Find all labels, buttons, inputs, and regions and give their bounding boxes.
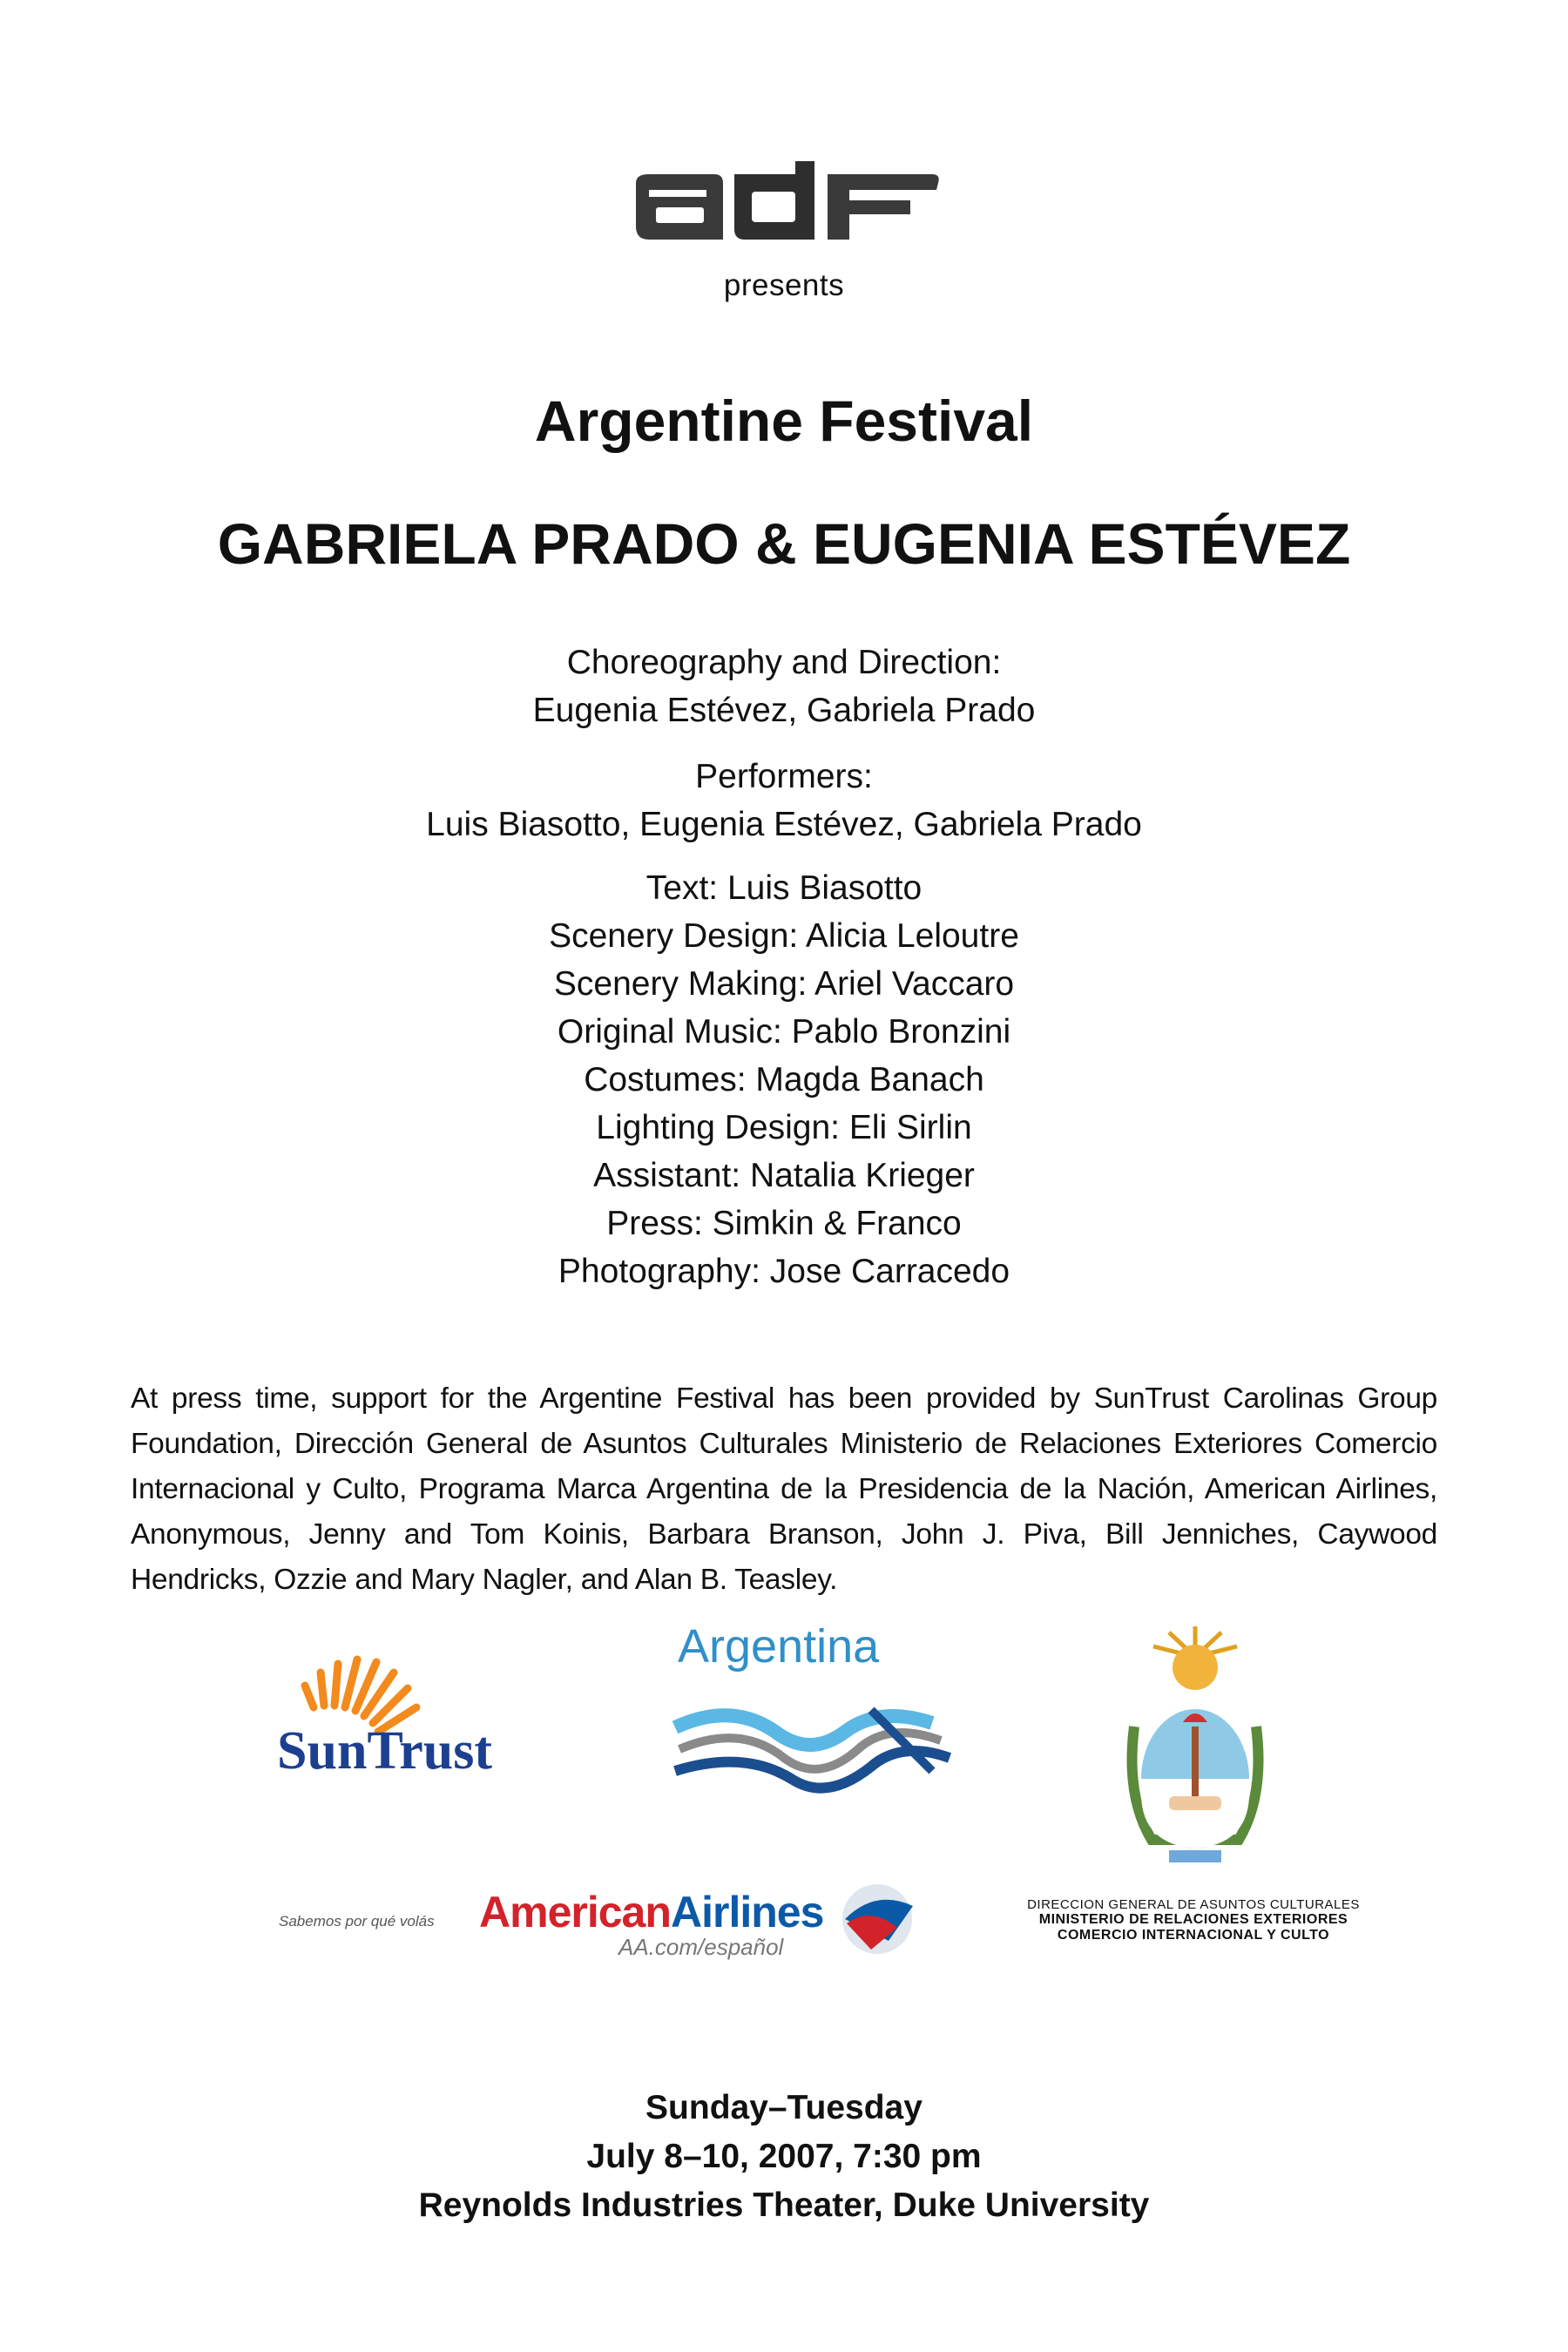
support-paragraph: At press time, support for the Argentine Festival has been provided by SunTrust Carolinas Group Foundation, Dirección General de Asuntos Culturales Ministerio de Relaciones Exteriores Comercio Internacional y Culto, Programa Marca Argentina de la Presidencia de la Nación, American Airlines, Anonymous, Jenny and Tom Koinis, Barbara Branson, John J. Piva, Bill Jenniches, Caywood Hendricks, Ozzie and Mary Nagler, and Alan B. Teasley. (131, 1382, 1437, 1596)
credit-role: Lighting Design: Eli Sirlin (596, 1109, 972, 1146)
credit-role: Scenery Making: Ariel Vaccaro (553, 965, 1015, 1003)
argentina-wordmark: Argentina (678, 1620, 880, 1673)
choreography-label: Choreography and Direction: (566, 644, 1002, 681)
credit-role: Scenery Design: Alicia Leloutre (549, 917, 1019, 955)
suntrust-logo (270, 1638, 549, 1794)
coat-of-arms-emblem (1099, 1622, 1291, 1875)
ministry-line: DIRECCION GENERAL DE ASUNTOS CULTURALES (1027, 1897, 1360, 1912)
credit-role: Press: Simkin & Franco (606, 1205, 962, 1242)
aa-tagline: Sabemos por qué volás (279, 1913, 435, 1930)
event-venue: Reynolds Industries Theater, Duke University (418, 2186, 1150, 2224)
adf-logo (632, 157, 945, 253)
presents-label: presents (723, 268, 845, 302)
credit-role: Photography: Jose Carracedo (558, 1253, 1010, 1290)
credit-role: Original Music: Pablo Bronzini (557, 1013, 1011, 1051)
aa-url: AA.com/español (618, 1934, 784, 1960)
argentina-brand-logo (671, 1619, 958, 1801)
artists-heading: GABRIELA PRADO & EUGENIA ESTÉVEZ (217, 511, 1351, 576)
event-days: Sunday–Tuesday (645, 2089, 923, 2126)
performers-label: Performers: (695, 758, 873, 795)
ministry-caption (993, 1897, 1394, 1943)
event-info (0, 2084, 1568, 2230)
suntrust-wordmark: SunTrust (277, 1721, 492, 1781)
credit-role: Text: Luis Biasotto (645, 869, 923, 907)
american-airlines-logo (279, 1880, 923, 1958)
choreography-names: Eugenia Estévez, Gabriela Prado (532, 692, 1036, 729)
credit-role: Assistant: Natalia Krieger (593, 1157, 975, 1194)
credit-role: Costumes: Magda Banach (584, 1061, 984, 1098)
event-dates: July 8–10, 2007, 7:30 pm (586, 2138, 982, 2175)
aa-name-airlines: Airlines (671, 1888, 824, 1936)
festival-title: Argentine Festival (534, 389, 1034, 453)
ministry-line: COMERCIO INTERNACIONAL Y CULTO (1057, 1928, 1330, 1943)
aa-eagle-icon (836, 1880, 919, 1958)
aa-name-american: American (479, 1888, 671, 1936)
performers-names: Luis Biasotto, Eugenia Estévez, Gabriela Prado (426, 806, 1142, 843)
ministry-line: MINISTERIO DE RELACIONES EXTERIORES (1038, 1912, 1348, 1927)
